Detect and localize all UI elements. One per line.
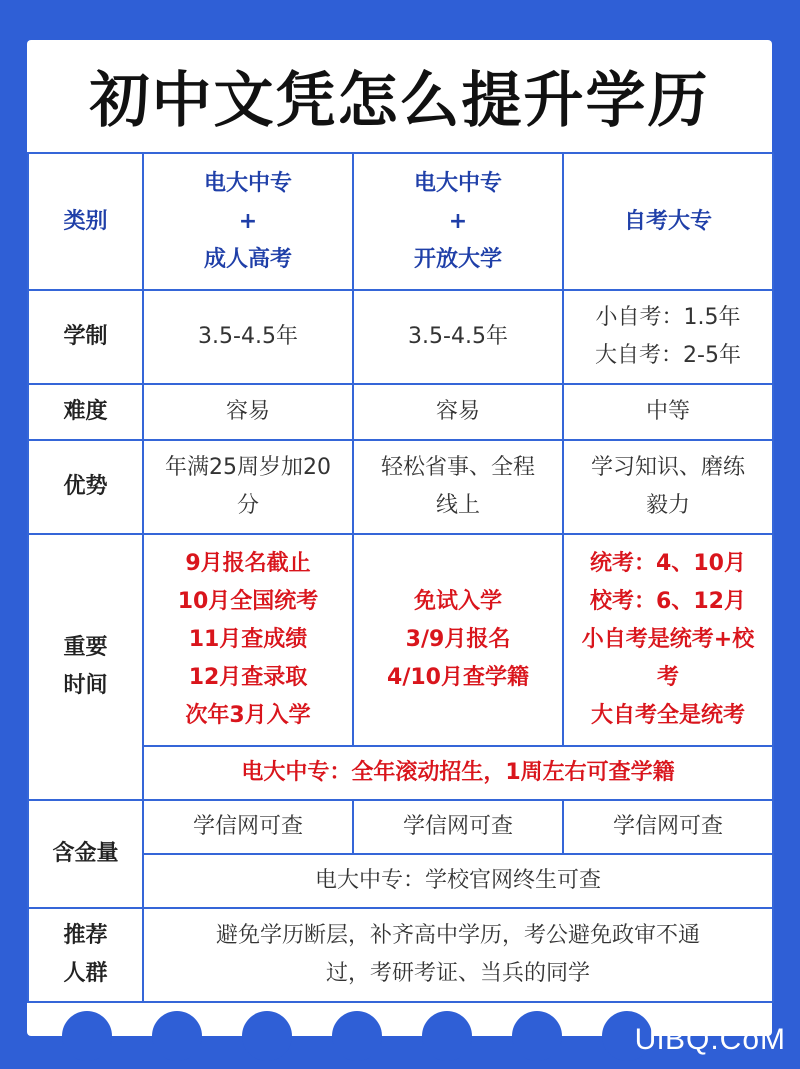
- advantage-cell-3: 学习知识、磨练 毅力: [563, 440, 773, 534]
- value-cell-2: 学信网可查: [353, 800, 563, 854]
- page-title: 初中文凭怎么提升学历: [89, 66, 710, 136]
- difficulty-cell-3: 中等: [563, 384, 773, 440]
- table-row-value: [28, 800, 773, 854]
- column-header-1: 电大中专 + 成人高考: [143, 153, 353, 290]
- advantage-cell-1: 年满25周岁加20 分: [143, 440, 353, 534]
- dot-decoration: [152, 1011, 202, 1061]
- advantage-cell-2: 轻松省事、全程 线上: [353, 440, 563, 534]
- row-label-difficulty: 难度: [28, 384, 143, 440]
- value-cell-1: 学信网可查: [143, 800, 353, 854]
- column-header-3: 自考大专: [563, 153, 773, 290]
- watermark: UiBQ.CoM: [634, 1023, 786, 1056]
- row-label-audience: 推荐 人群: [28, 908, 143, 1002]
- table-row-audience: [28, 908, 773, 1002]
- table-row-schedule: [28, 534, 773, 746]
- table-row-advantage: [28, 440, 773, 534]
- difficulty-cell-2: 容易: [353, 384, 563, 440]
- row-label-value: 含金量: [28, 800, 143, 908]
- table-row-header: [28, 153, 773, 290]
- row-label-duration: 学制: [28, 290, 143, 384]
- value-cell-3: 学信网可查: [563, 800, 773, 854]
- value-note: 电大中专：学校官网终生可查: [143, 854, 773, 908]
- schedule-cell-2: 免试入学 3/9月报名 4/10月查学籍: [353, 534, 563, 746]
- schedule-cell-1: 9月报名截止 10月全国统考 11月查成绩 12月查录取 次年3月入学: [143, 534, 353, 746]
- dot-decoration: [512, 1011, 562, 1061]
- difficulty-cell-1: 容易: [143, 384, 353, 440]
- schedule-cell-3: 统考：4、10月 校考：6、12月 小自考是统考+校 考 大自考全是统考: [563, 534, 773, 746]
- category-label: 类别: [28, 153, 143, 290]
- dot-decoration: [422, 1011, 472, 1061]
- duration-cell-3: 小自考：1.5年 大自考：2-5年: [563, 290, 773, 384]
- dot-decoration: [62, 1011, 112, 1061]
- comparison-table: [27, 152, 774, 1003]
- schedule-note: 电大中专：全年滚动招生，1周左右可查学籍: [143, 746, 773, 800]
- table-row-duration: [28, 290, 773, 384]
- column-header-2: 电大中专 + 开放大学: [353, 153, 563, 290]
- info-card: [27, 40, 772, 1036]
- dot-decoration: [242, 1011, 292, 1061]
- duration-cell-2: 3.5-4.5年: [353, 290, 563, 384]
- audience-cell: 避免学历断层，补齐高中学历，考公避免政审不通 过，考研考证、当兵的同学: [143, 908, 773, 1002]
- row-label-advantage: 优势: [28, 440, 143, 534]
- dot-decoration: [332, 1011, 382, 1061]
- table-row-difficulty: [28, 384, 773, 440]
- duration-cell-1: 3.5-4.5年: [143, 290, 353, 384]
- row-label-schedule: 重要 时间: [28, 534, 143, 800]
